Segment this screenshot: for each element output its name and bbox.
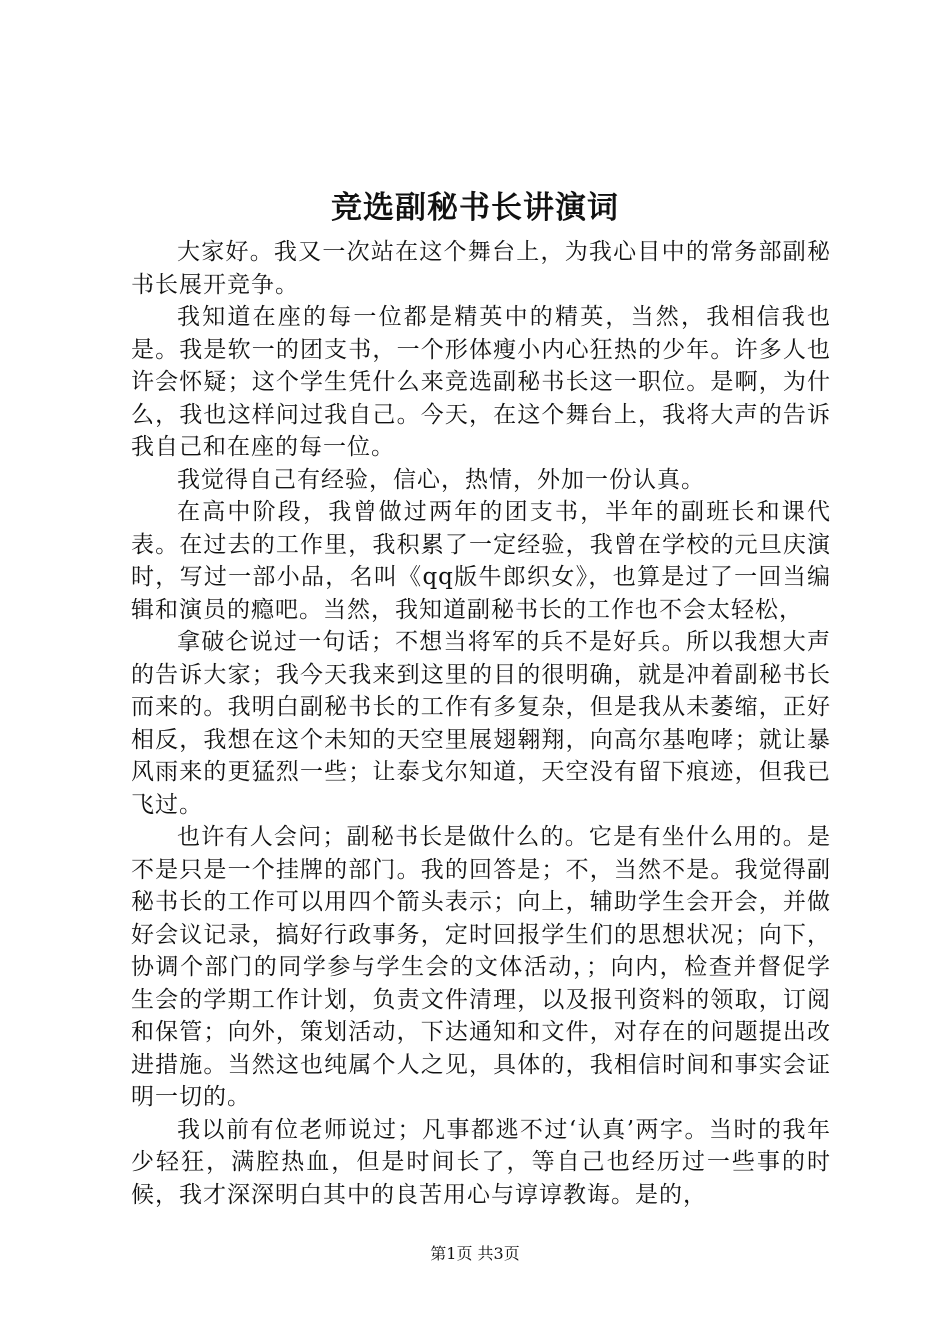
document-body [131,236,831,1211]
paragraph: 我以前有位老师说过；凡事都逃不过‘认真’两字。当时的我年少轻狂，满腔热血，但是时间长了，等自己也经历过一些事的时候，我才深深明白其中的良苦用心与谆谆教诲。是的， [131,1116,831,1208]
paragraph: 大家好。我又一次站在这个舞台上，为我心目中的常务部副秘书长展开竞争。 [131,239,831,298]
paragraph: 也许有人会问；副秘书长是做什么的。它是有坐什么用的。是不是只是一个挂牌的部门。我的回答是；不，当然不是。我觉得副秘书长的工作可以用四个箭头表示；向上，辅助学生会开会，并做好会议记录，搞好行政事务，定时回报学生们的思想状况；向下，协调个部门的同学参与学生会的文体活动，；向内，检查并督促学生会的学期工作计划，负责文件清理，以及报刊资料的领取，订阅和保管；向外，策划活动，下达通知和文件，对存在的问题提出改进措施。当然这也纯属个人之见，具体的，我相信时间和事实会证明一切的。 [131,824,831,1110]
paragraph: 拿破仑说过一句话；不想当将军的兵不是好兵。所以我想大声的告诉大家；我今天我来到这里的目的很明确，就是冲着副秘书长而来的。我明白副秘书长的工作有多复杂，但是我从未萎缩，正好相反，我想在这个未知的天空里展翅翱翔，向高尔基咆哮；就让暴风雨来的更猛烈一些；让泰戈尔知道，天空没有留下痕迹，但我已飞过。 [131,629,831,818]
paragraph: 我觉得自己有经验，信心，热情，外加一份认真。 [177,466,705,493]
document-title: 竞选副秘书长讲演词 [331,190,619,226]
page-footer: 第1页 共3页 [430,1244,520,1263]
paragraph: 在高中阶段，我曾做过两年的团支书，半年的副班长和课代表。在过去的工作里，我积累了一定经验，我曾在学校的元旦庆演时，写过一部小品，名叫《qq版牛郎织女》，也算是过了一回当编辑和演员的瘾吧。当然，我知道副秘书长的工作也不会太轻松， [131,499,831,623]
paragraph: 我知道在座的每一位都是精英中的精英，当然，我相信我也是。我是软一的团支书，一个形体瘦小内心狂热的少年。许多人也许会怀疑；这个学生凭什么来竞选副秘书长这一职位。是啊，为什么，我也这样问过我自己。今天，在这个舞台上，我将大声的告诉我自己和在座的每一位。 [131,304,831,460]
